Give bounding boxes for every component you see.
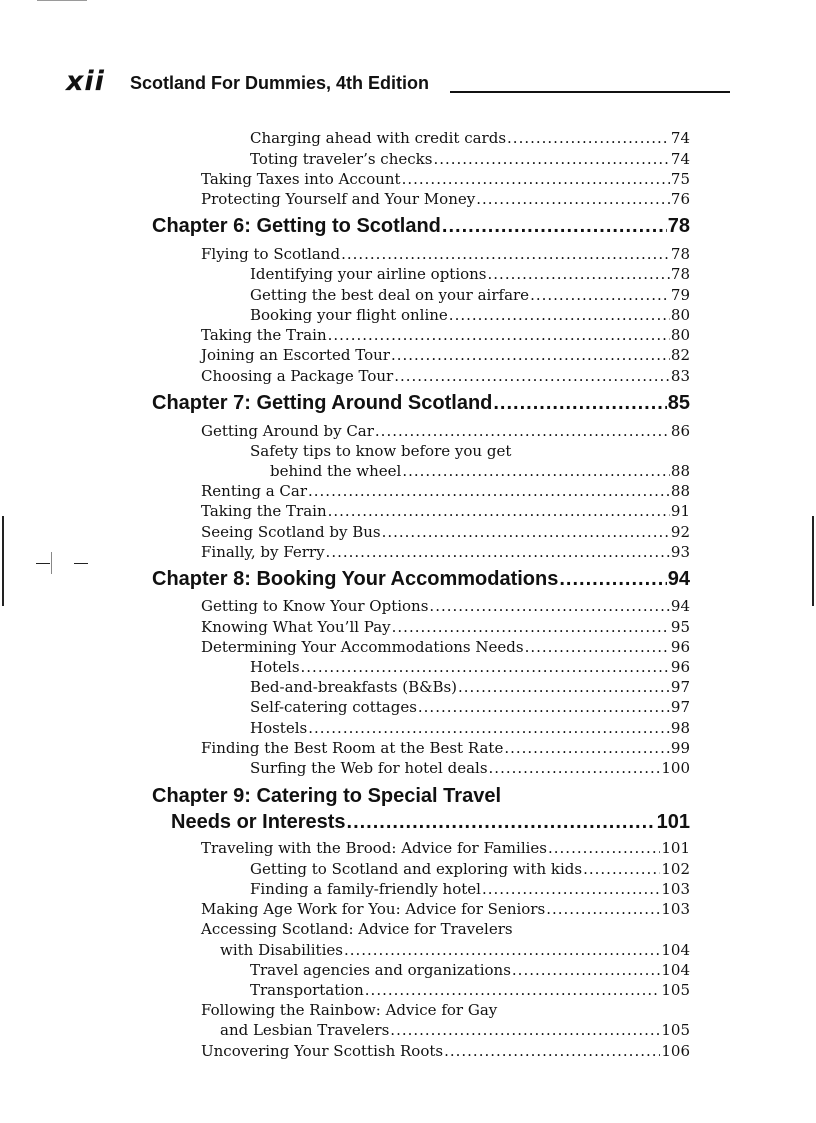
dot-leader bbox=[530, 285, 670, 305]
page-ref: 105 bbox=[661, 1021, 690, 1039]
entry-title: Taking the Train bbox=[201, 502, 327, 520]
page-ref: 76 bbox=[670, 190, 690, 208]
page-ref: 105 bbox=[661, 981, 690, 999]
dot-leader bbox=[548, 838, 660, 858]
page-ref: 75 bbox=[670, 170, 690, 188]
dot-leader bbox=[444, 1041, 660, 1061]
page-ref: 88 bbox=[670, 482, 690, 500]
entry-title: Getting to Know Your Options bbox=[201, 597, 429, 615]
dot-leader bbox=[328, 325, 670, 345]
entry-title: Taking the Train bbox=[201, 326, 327, 344]
toc-entry bbox=[220, 940, 690, 960]
entry-title: Traveling with the Brood: Advice for Families bbox=[201, 839, 547, 857]
toc-entry bbox=[201, 1000, 497, 1020]
entry-title: Hostels bbox=[250, 719, 308, 737]
toc-entry bbox=[201, 421, 690, 441]
toc-entry bbox=[201, 522, 690, 542]
page-ref: 94 bbox=[670, 597, 690, 615]
toc-entry bbox=[201, 1041, 690, 1061]
entry-title: behind the wheel bbox=[270, 462, 402, 480]
header-rule bbox=[450, 91, 730, 93]
entry-title: Flying to Scotland bbox=[201, 245, 341, 263]
dot-leader bbox=[391, 345, 670, 365]
chapter-heading bbox=[171, 809, 690, 835]
chapter-heading bbox=[152, 566, 690, 592]
dot-leader bbox=[489, 758, 661, 778]
dot-leader bbox=[402, 461, 670, 481]
dot-leader bbox=[433, 149, 669, 169]
toc-entry bbox=[250, 677, 690, 697]
toc-entry bbox=[201, 244, 690, 264]
margin-mark bbox=[36, 563, 50, 564]
page-ref: 80 bbox=[670, 326, 690, 344]
entry-title: Hotels bbox=[250, 658, 300, 676]
entry-title: Toting traveler’s checks bbox=[250, 150, 433, 168]
entry-title: Needs or Interests bbox=[171, 811, 346, 833]
dot-leader bbox=[507, 128, 670, 148]
page-ref: 96 bbox=[670, 658, 690, 676]
toc-entry bbox=[250, 960, 690, 980]
toc-entry bbox=[201, 838, 690, 858]
page-ref: 99 bbox=[670, 739, 690, 757]
page-ref: 104 bbox=[661, 961, 690, 979]
page-ref: 97 bbox=[670, 698, 690, 716]
entry-title: Making Age Work for You: Advice for Seniors bbox=[201, 900, 546, 918]
dot-leader bbox=[328, 501, 670, 521]
running-header bbox=[66, 68, 730, 96]
toc-entry bbox=[250, 441, 511, 461]
entry-title: Finding a family-friendly hotel bbox=[250, 880, 481, 898]
page-ref: 85 bbox=[667, 392, 690, 414]
entry-title: Safety tips to know before you get bbox=[250, 442, 512, 460]
page-ref: 93 bbox=[670, 543, 690, 561]
entry-title: Getting to Scotland and exploring with kids bbox=[250, 860, 583, 878]
toc-entry bbox=[201, 345, 690, 365]
dot-leader bbox=[583, 859, 660, 879]
margin-mark bbox=[812, 516, 814, 606]
dot-leader bbox=[525, 637, 670, 657]
dot-leader bbox=[442, 213, 667, 239]
dot-leader bbox=[476, 189, 670, 209]
toc-entry bbox=[201, 481, 690, 501]
toc-entry bbox=[250, 305, 690, 325]
toc-entry bbox=[250, 980, 690, 1000]
toc-entry bbox=[250, 718, 690, 738]
toc-entry bbox=[201, 899, 690, 919]
page-ref: 94 bbox=[667, 568, 690, 590]
dot-leader bbox=[375, 421, 670, 441]
dot-leader bbox=[308, 718, 670, 738]
page-ref: 101 bbox=[661, 839, 690, 857]
toc-entry bbox=[250, 859, 690, 879]
dot-leader bbox=[429, 596, 669, 616]
dot-leader bbox=[390, 1020, 660, 1040]
toc-entry bbox=[201, 325, 690, 345]
page-ref: 78 bbox=[670, 265, 690, 283]
dot-leader bbox=[458, 677, 670, 697]
entry-title: Bed-and-breakfasts (B&Bs) bbox=[250, 678, 458, 696]
entry-title: Surfing the Web for hotel deals bbox=[250, 759, 488, 777]
dot-leader bbox=[449, 305, 670, 325]
dot-leader bbox=[394, 366, 670, 386]
entry-title: Choosing a Package Tour bbox=[201, 367, 394, 385]
entry-title: with Disabilities bbox=[220, 941, 343, 959]
toc-entry bbox=[201, 637, 690, 657]
dot-leader bbox=[546, 899, 660, 919]
page-ref: 79 bbox=[670, 286, 690, 304]
entry-title: Renting a Car bbox=[201, 482, 307, 500]
margin-mark bbox=[2, 516, 4, 606]
toc-entry bbox=[201, 366, 690, 386]
page-ref: 88 bbox=[670, 462, 690, 480]
entry-title: Self-catering cottages bbox=[250, 698, 417, 716]
toc-entry bbox=[250, 285, 690, 305]
book-title: Scotland For Dummies, 4th Edition bbox=[130, 73, 430, 93]
dot-leader bbox=[402, 169, 670, 189]
page-ref: 74 bbox=[670, 129, 690, 147]
page-ref: 103 bbox=[661, 900, 690, 918]
dot-leader bbox=[308, 481, 670, 501]
toc-entry bbox=[270, 461, 690, 481]
page-ref: 96 bbox=[670, 638, 690, 656]
toc-entry bbox=[250, 697, 690, 717]
entry-title: Chapter 6: Getting to Scotland bbox=[152, 215, 441, 237]
page-ref: 78 bbox=[670, 245, 690, 263]
toc-entry bbox=[201, 169, 690, 189]
dot-leader bbox=[493, 390, 666, 416]
entry-title: Finding the Best Room at the Best Rate bbox=[201, 739, 504, 757]
dot-leader bbox=[482, 879, 660, 899]
chapter-heading bbox=[152, 390, 690, 416]
page-ref: 78 bbox=[667, 215, 690, 237]
chapter-heading bbox=[152, 783, 501, 809]
entry-title: Getting Around by Car bbox=[201, 422, 374, 440]
toc-entry bbox=[250, 264, 690, 284]
entry-title: Chapter 7: Getting Around Scotland bbox=[152, 392, 493, 414]
entry-title: Following the Rainbow: Advice for Gay bbox=[201, 1001, 498, 1019]
entry-title: Uncovering Your Scottish Roots bbox=[201, 1042, 444, 1060]
entry-title: Knowing What You’ll Pay bbox=[201, 618, 391, 636]
entry-title: Charging ahead with credit cards bbox=[250, 129, 507, 147]
page-ref: 95 bbox=[670, 618, 690, 636]
entry-title: Chapter 9: Catering to Special Travel bbox=[152, 785, 501, 807]
dot-leader bbox=[365, 980, 661, 1000]
toc-entry bbox=[201, 617, 690, 637]
page-ref: 83 bbox=[670, 367, 690, 385]
entry-title: Accessing Scotland: Advice for Travelers bbox=[201, 920, 513, 938]
entry-title: Booking your flight online bbox=[250, 306, 448, 324]
dot-leader bbox=[347, 809, 656, 835]
crop-mark bbox=[37, 0, 87, 1]
chapter-heading bbox=[152, 213, 690, 239]
entry-title: Chapter 8: Booking Your Accommodations bbox=[152, 568, 559, 590]
page-ref: 106 bbox=[661, 1042, 690, 1060]
toc-entry bbox=[250, 758, 690, 778]
page-ref: 91 bbox=[670, 502, 690, 520]
dot-leader bbox=[382, 522, 670, 542]
entry-title: Travel agencies and organizations bbox=[250, 961, 511, 979]
toc-entry bbox=[201, 596, 690, 616]
toc-entry bbox=[201, 919, 513, 939]
page-ref: 102 bbox=[661, 860, 690, 878]
dot-leader bbox=[504, 738, 670, 758]
dot-leader bbox=[344, 940, 660, 960]
page-ref: 104 bbox=[661, 941, 690, 959]
entry-title: Seeing Scotland by Bus bbox=[201, 523, 381, 541]
page-ref: 92 bbox=[670, 523, 690, 541]
entry-title: Taking Taxes into Account bbox=[201, 170, 401, 188]
toc-entry bbox=[250, 879, 690, 899]
page-ref: 97 bbox=[670, 678, 690, 696]
entry-title: Determining Your Accommodations Needs bbox=[201, 638, 524, 656]
margin-mark bbox=[51, 552, 52, 574]
margin-mark bbox=[74, 563, 88, 564]
page-number: xii bbox=[66, 66, 105, 97]
dot-leader bbox=[341, 244, 670, 264]
page-ref: 82 bbox=[670, 346, 690, 364]
page-ref: 103 bbox=[661, 880, 690, 898]
entry-title: Transportation bbox=[250, 981, 364, 999]
entry-title: and Lesbian Travelers bbox=[220, 1021, 390, 1039]
toc-entry bbox=[250, 149, 690, 169]
toc-entry bbox=[250, 128, 690, 148]
toc-entry bbox=[250, 657, 690, 677]
page-ref: 86 bbox=[670, 422, 690, 440]
dot-leader bbox=[512, 960, 660, 980]
dot-leader bbox=[301, 657, 670, 677]
toc-entry bbox=[201, 501, 690, 521]
entry-title: Finally, by Ferry bbox=[201, 543, 325, 561]
page-ref: 98 bbox=[670, 719, 690, 737]
entry-title: Getting the best deal on your airfare bbox=[250, 286, 530, 304]
toc-entry bbox=[201, 738, 690, 758]
page-ref: 80 bbox=[670, 306, 690, 324]
page-ref: 100 bbox=[661, 759, 690, 777]
toc-entry bbox=[201, 542, 690, 562]
entry-title: Identifying your airline options bbox=[250, 265, 487, 283]
entry-title: Protecting Yourself and Your Money bbox=[201, 190, 476, 208]
dot-leader bbox=[559, 566, 666, 592]
dot-leader bbox=[488, 264, 670, 284]
dot-leader bbox=[418, 697, 670, 717]
toc-entry bbox=[201, 189, 690, 209]
page-ref: 74 bbox=[670, 150, 690, 168]
entry-title: Joining an Escorted Tour bbox=[201, 346, 390, 364]
dot-leader bbox=[392, 617, 670, 637]
dot-leader bbox=[326, 542, 670, 562]
page-ref: 101 bbox=[656, 811, 690, 833]
toc-entry bbox=[220, 1020, 690, 1040]
